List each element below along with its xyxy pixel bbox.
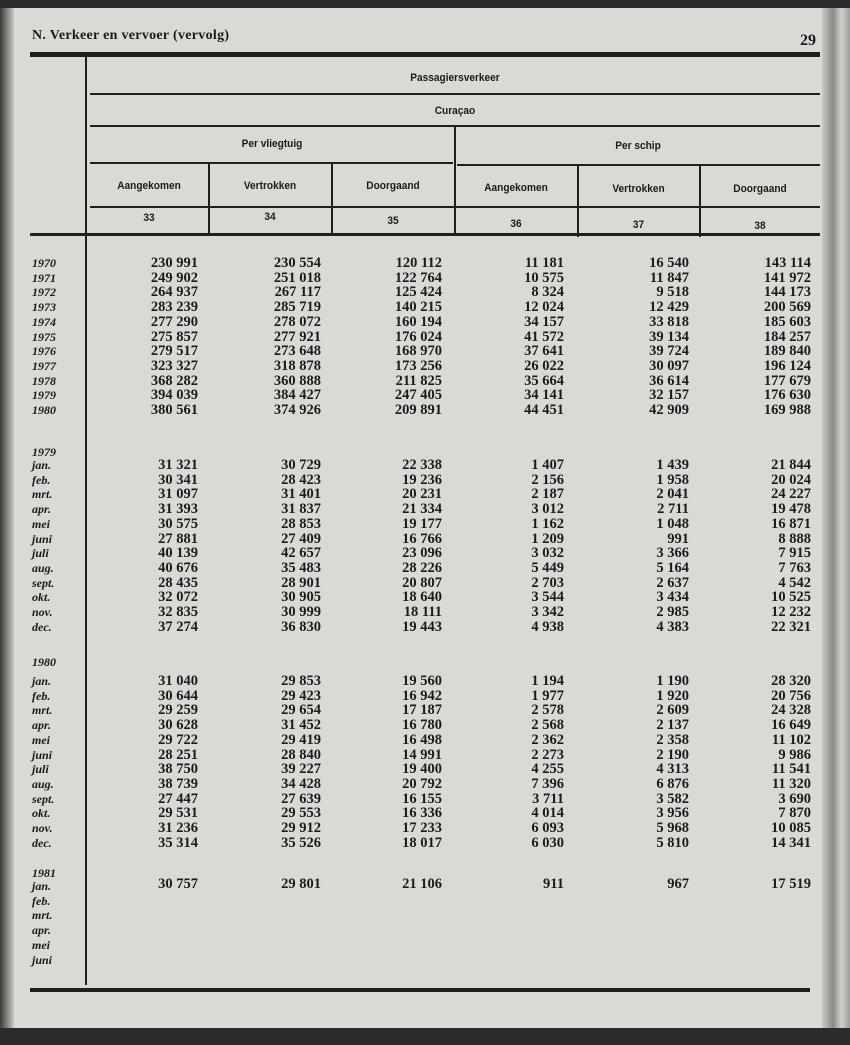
section-year-label: 1980 — [32, 655, 56, 669]
cell-value: 1 162 — [531, 515, 564, 532]
cell-value: 30 905 — [281, 589, 321, 606]
row-label: aug. — [32, 776, 54, 791]
scan-top-border — [0, 0, 850, 8]
cell-value: 28 226 — [402, 559, 442, 576]
row-label: apr. — [32, 923, 52, 938]
cell-value: 39 134 — [649, 328, 689, 345]
cell-value: 3 544 — [531, 589, 564, 606]
cell-value: 4 313 — [656, 761, 689, 778]
cell-value: 273 648 — [273, 343, 321, 360]
cell-value: 8 888 — [778, 530, 811, 547]
cell-value: 19 443 — [402, 618, 442, 635]
cell-value: 264 937 — [150, 284, 198, 301]
cell-value: 12 024 — [524, 299, 564, 316]
column-divider — [208, 163, 210, 235]
cell-value: 31 452 — [281, 717, 321, 734]
cell-value: 143 114 — [764, 255, 811, 271]
cell-value: 29 553 — [281, 805, 321, 822]
cell-value: 35 314 — [158, 834, 198, 851]
cell-value: 16 498 — [402, 731, 442, 748]
cell-value: 3 366 — [656, 545, 689, 562]
row-label: apr. — [32, 718, 52, 733]
cell-value: 21 844 — [771, 457, 811, 473]
cell-value: 7 915 — [778, 545, 811, 562]
column-number: 38 — [754, 220, 766, 232]
cell-value: 30 644 — [158, 687, 198, 704]
row-label: 1980 — [32, 403, 56, 417]
cell-value: 28 901 — [281, 574, 321, 591]
cell-value: 3 582 — [656, 790, 689, 807]
column-number: 33 — [143, 212, 155, 224]
cell-value: 120 112 — [395, 255, 442, 271]
cell-value: 16 780 — [402, 717, 442, 734]
cell-value: 34 141 — [524, 387, 564, 404]
cell-value: 384 427 — [273, 387, 321, 404]
row-label: mrt. — [32, 703, 53, 718]
cell-value: 30 097 — [649, 357, 689, 374]
cell-value: 2 273 — [531, 746, 564, 763]
cell-value: 30 757 — [158, 876, 198, 892]
cell-value: 2 568 — [531, 717, 564, 734]
cell-value: 1 958 — [656, 471, 689, 488]
cell-value: 2 985 — [656, 604, 689, 620]
cell-value: 29 423 — [281, 687, 321, 704]
cell-value: 32 835 — [158, 604, 198, 620]
cell-value: 31 401 — [281, 486, 321, 503]
cell-value: 1 439 — [656, 457, 689, 473]
cell-value: 29 853 — [281, 673, 321, 689]
cell-value: 17 233 — [402, 820, 442, 836]
cell-value: 140 215 — [394, 299, 442, 316]
cell-value: 3 711 — [532, 790, 564, 807]
cell-value: 6 030 — [531, 834, 564, 851]
row-label: 1971 — [32, 270, 56, 285]
row-label: 1978 — [32, 373, 56, 388]
cell-value: 19 236 — [402, 471, 442, 488]
column-header: Doorgaand — [733, 183, 787, 195]
cell-value: 29 419 — [281, 731, 321, 748]
page-right-edge — [822, 0, 850, 1045]
cell-value: 33 818 — [649, 313, 689, 330]
cell-value: 9 518 — [656, 284, 689, 301]
cell-value: 1 209 — [531, 530, 564, 547]
cell-value: 230 991 — [150, 255, 198, 271]
cell-value: 196 124 — [763, 357, 811, 374]
cell-value: 251 018 — [273, 269, 321, 286]
cell-value: 19 177 — [402, 515, 442, 532]
cell-value: 20 807 — [402, 574, 442, 591]
section-year-label: 1979 — [32, 445, 56, 459]
cell-value: 275 857 — [150, 328, 198, 345]
cell-value: 30 999 — [281, 604, 321, 620]
cell-value: 22 338 — [402, 457, 442, 473]
cell-value: 16 942 — [402, 687, 442, 704]
cell-value: 176 630 — [763, 387, 811, 404]
cell-value: 285 719 — [273, 299, 321, 316]
cell-value: 368 282 — [150, 372, 198, 389]
sub-heading: Curaçao — [434, 105, 476, 117]
cell-value: 278 072 — [273, 313, 321, 330]
row-label: 1972 — [32, 285, 56, 300]
column-header: Vertrokken — [612, 183, 665, 195]
cell-value: 42 657 — [281, 545, 321, 562]
cell-value: 189 840 — [763, 343, 811, 360]
section-year-label: 1981 — [32, 866, 56, 880]
header-rule — [90, 93, 820, 95]
cell-value: 32 072 — [158, 589, 198, 606]
cell-value: 29 912 — [281, 820, 321, 836]
cell-value: 177 679 — [763, 372, 811, 389]
cell-value: 6 093 — [531, 820, 564, 836]
cell-value: 185 603 — [763, 313, 811, 330]
cell-value: 160 194 — [394, 313, 442, 330]
cell-value: 8 324 — [531, 284, 564, 301]
cell-value: 16 540 — [649, 255, 689, 271]
cell-value: 35 483 — [281, 559, 321, 576]
row-label: feb. — [32, 893, 51, 908]
cell-value: 12 429 — [649, 299, 689, 316]
row-label: juni — [32, 531, 53, 546]
column-number: 34 — [264, 211, 276, 223]
cell-value: 18 640 — [402, 589, 442, 606]
row-label: 1974 — [32, 314, 56, 329]
cell-value: 184 257 — [763, 328, 811, 345]
cell-value: 19 400 — [402, 761, 442, 778]
cell-value: 1 920 — [656, 687, 689, 704]
page-binding-edge — [0, 0, 14, 1045]
cell-value: 2 190 — [656, 746, 689, 763]
cell-value: 7 763 — [778, 559, 811, 576]
cell-value: 12 232 — [771, 604, 811, 620]
cell-value: 28 423 — [281, 471, 321, 488]
page-number: 29 — [800, 32, 816, 49]
top-rule — [30, 52, 820, 57]
cell-value: 34 157 — [524, 313, 564, 330]
cell-value: 16 766 — [402, 530, 442, 547]
cell-value: 1 407 — [531, 457, 564, 473]
cell-value: 35 526 — [281, 834, 321, 851]
cell-value: 2 358 — [656, 731, 689, 748]
cell-value: 2 578 — [531, 702, 564, 719]
cell-value: 28 320 — [771, 673, 811, 689]
cell-value: 991 — [667, 530, 689, 547]
cell-value: 279 517 — [150, 343, 198, 360]
cell-value: 30 628 — [158, 717, 198, 734]
cell-value: 20 756 — [771, 687, 811, 704]
cell-value: 360 888 — [273, 372, 321, 389]
cell-value: 5 449 — [531, 559, 564, 576]
bottom-rule — [30, 988, 810, 992]
cell-value: 911 — [543, 876, 564, 892]
cell-value: 3 690 — [778, 790, 811, 807]
cell-value: 37 274 — [158, 618, 198, 635]
cell-value: 173 256 — [394, 357, 442, 374]
cell-value: 380 561 — [150, 402, 198, 418]
cell-value: 20 231 — [402, 486, 442, 503]
cell-value: 11 102 — [771, 731, 811, 748]
cell-value: 10 575 — [524, 269, 564, 286]
cell-value: 4 014 — [531, 805, 564, 822]
cell-value: 211 825 — [395, 372, 442, 389]
row-label: 1973 — [32, 300, 56, 315]
row-label: mei — [32, 516, 50, 531]
cell-value: 27 409 — [281, 530, 321, 547]
cell-value: 11 541 — [771, 761, 811, 778]
cell-value: 19 478 — [771, 501, 811, 518]
row-label: dec. — [32, 835, 52, 850]
cell-value: 1 048 — [656, 515, 689, 532]
row-label: 1970 — [32, 256, 56, 270]
cell-value: 17 187 — [402, 702, 442, 719]
cell-value: 35 664 — [524, 372, 564, 389]
row-label: okt. — [32, 806, 51, 821]
column-divider — [577, 165, 579, 237]
row-label: jan. — [32, 458, 52, 472]
cell-value: 247 405 — [394, 387, 442, 404]
cell-value: 31 837 — [281, 501, 321, 518]
column-header: Aangekomen — [484, 182, 548, 194]
cell-value: 3 434 — [656, 589, 689, 606]
cell-value: 11 847 — [649, 269, 689, 286]
cell-value: 277 921 — [273, 328, 321, 345]
cell-value: 23 096 — [402, 545, 442, 562]
header-bottom-rule — [30, 233, 820, 236]
cell-value: 169 988 — [763, 402, 811, 418]
cell-value: 2 711 — [657, 501, 689, 518]
cell-value: 31 321 — [158, 457, 198, 473]
cell-value: 125 424 — [394, 284, 442, 301]
cell-value: 31 097 — [158, 486, 198, 503]
cell-value: 1 977 — [531, 687, 564, 704]
cell-value: 37 641 — [524, 343, 564, 360]
cell-value: 27 447 — [158, 790, 198, 807]
cell-value: 283 239 — [150, 299, 198, 316]
cell-value: 16 871 — [771, 515, 811, 532]
scan-bottom-border — [0, 1028, 850, 1045]
cell-value: 24 227 — [771, 486, 811, 503]
header-rule — [90, 162, 453, 164]
column-number: 35 — [387, 215, 399, 227]
cell-value: 42 909 — [649, 402, 689, 418]
cell-value: 4 938 — [531, 618, 564, 635]
header-rule — [90, 206, 820, 208]
cell-value: 38 739 — [158, 775, 198, 792]
cell-value: 20 024 — [771, 471, 811, 488]
row-label: 1977 — [32, 358, 56, 373]
group-heading-air: Per vliegtuig — [241, 138, 303, 150]
cell-value: 27 881 — [158, 530, 198, 547]
cell-value: 18 017 — [402, 834, 442, 851]
cell-value: 28 251 — [158, 746, 198, 763]
row-label: juli — [32, 546, 49, 561]
top-heading: Passagiersverkeer — [410, 72, 500, 84]
cell-value: 14 341 — [771, 834, 811, 851]
cell-value: 3 032 — [531, 545, 564, 562]
cell-value: 29 259 — [158, 702, 198, 719]
cell-value: 1 190 — [656, 673, 689, 689]
column-divider — [699, 165, 701, 237]
row-label: sept. — [32, 575, 55, 590]
cell-value: 22 321 — [771, 618, 811, 635]
cell-value: 122 764 — [394, 269, 442, 286]
cell-value: 29 722 — [158, 731, 198, 748]
cell-value: 3 956 — [656, 805, 689, 822]
cell-value: 39 227 — [281, 761, 321, 778]
cell-value: 2 156 — [531, 471, 564, 488]
cell-value: 31 236 — [158, 820, 198, 836]
row-label: mrt. — [32, 487, 53, 502]
row-label: apr. — [32, 502, 52, 517]
cell-value: 16 649 — [771, 717, 811, 734]
cell-value: 26 022 — [524, 357, 564, 374]
cell-value: 40 676 — [158, 559, 198, 576]
cell-value: 30 575 — [158, 515, 198, 532]
cell-value: 209 891 — [394, 402, 442, 418]
cell-value: 30 729 — [281, 457, 321, 473]
row-label: 1979 — [32, 388, 56, 403]
column-header: Vertrokken — [243, 180, 297, 192]
cell-value: 34 428 — [281, 775, 321, 792]
cell-value: 4 255 — [531, 761, 564, 778]
cell-value: 230 554 — [273, 255, 321, 271]
row-label: juli — [32, 762, 49, 777]
cell-value: 18 111 — [403, 604, 442, 620]
header-rule — [457, 164, 820, 166]
cell-value: 200 569 — [763, 299, 811, 316]
row-label: 1976 — [32, 344, 56, 359]
cell-value: 17 519 — [771, 876, 811, 892]
cell-value: 21 334 — [402, 501, 442, 518]
cell-value: 14 991 — [402, 746, 442, 763]
row-label: sept. — [32, 791, 55, 806]
cell-value: 44 451 — [524, 402, 564, 418]
cell-value: 3 012 — [531, 501, 564, 518]
row-label: nov. — [32, 605, 53, 619]
cell-value: 267 117 — [274, 284, 321, 301]
row-label: mei — [32, 732, 50, 747]
cell-value: 21 106 — [402, 876, 442, 892]
row-label: nov. — [32, 821, 53, 835]
cell-value: 2 703 — [531, 574, 564, 591]
cell-value: 967 — [667, 876, 689, 892]
cell-value: 9 986 — [778, 746, 811, 763]
cell-value: 36 830 — [281, 618, 321, 635]
row-label: mrt. — [32, 908, 53, 923]
cell-value: 1 194 — [531, 673, 564, 689]
row-label: jan. — [32, 879, 52, 893]
row-label: feb. — [32, 472, 51, 487]
row-label: 1975 — [32, 329, 56, 344]
cell-value: 394 039 — [150, 387, 198, 404]
cell-value: 4 383 — [656, 618, 689, 635]
cell-value: 10 525 — [771, 589, 811, 606]
cell-value: 16 336 — [402, 805, 442, 822]
cell-value: 168 970 — [394, 343, 442, 360]
cell-value: 2 187 — [531, 486, 564, 503]
cell-value: 4 542 — [778, 574, 811, 591]
column-header: Aangekomen — [117, 180, 181, 192]
cell-value: 141 972 — [763, 269, 811, 286]
cell-value: 2 137 — [656, 717, 689, 734]
cell-value: 6 876 — [656, 775, 689, 792]
cell-value: 2 609 — [656, 702, 689, 719]
cell-value: 29 654 — [281, 702, 321, 719]
row-label: feb. — [32, 688, 51, 703]
cell-value: 2 041 — [656, 486, 689, 503]
cell-value: 39 724 — [649, 343, 689, 360]
cell-value: 28 840 — [281, 746, 321, 763]
column-header: Doorgaand — [366, 180, 420, 192]
cell-value: 29 531 — [158, 805, 198, 822]
cell-value: 10 085 — [771, 820, 811, 836]
cell-value: 11 181 — [524, 255, 564, 271]
stub-column-rule — [85, 55, 87, 985]
column-number: 37 — [632, 219, 645, 231]
row-label: okt. — [32, 590, 51, 605]
row-label: juni — [32, 747, 53, 762]
row-label: dec. — [32, 619, 52, 634]
cell-value: 277 290 — [150, 313, 198, 330]
cell-value: 7 870 — [778, 805, 811, 822]
cell-value: 20 792 — [402, 775, 442, 792]
cell-value: 31 040 — [158, 673, 198, 689]
cell-value: 31 393 — [158, 501, 198, 518]
row-label: juni — [32, 952, 53, 967]
cell-value: 16 155 — [402, 790, 442, 807]
cell-value: 318 878 — [273, 357, 321, 374]
cell-value: 5 968 — [656, 820, 689, 836]
group-heading-ship: Per schip — [615, 140, 661, 152]
cell-value: 7 396 — [531, 775, 564, 792]
page-title: N. Verkeer en vervoer (vervolg) — [32, 28, 230, 43]
group-divider — [454, 126, 456, 236]
cell-value: 30 341 — [158, 471, 198, 488]
cell-value: 3 342 — [531, 604, 564, 620]
cell-value: 28 853 — [281, 515, 321, 532]
cell-value: 2 637 — [656, 574, 689, 591]
cell-value: 2 362 — [531, 731, 564, 748]
cell-value: 41 572 — [524, 328, 564, 345]
cell-value: 24 328 — [771, 702, 811, 719]
cell-value: 28 435 — [158, 574, 198, 591]
cell-value: 374 926 — [273, 402, 321, 418]
cell-value: 11 320 — [771, 775, 811, 792]
row-label: jan. — [32, 674, 52, 688]
cell-value: 32 157 — [649, 387, 689, 404]
cell-value: 144 173 — [763, 284, 811, 301]
row-label: aug. — [32, 560, 54, 575]
cell-value: 323 327 — [150, 357, 198, 374]
cell-value: 27 639 — [281, 790, 321, 807]
cell-value: 5 810 — [656, 834, 689, 851]
cell-value: 40 139 — [158, 545, 198, 562]
cell-value: 176 024 — [394, 328, 442, 345]
cell-value: 38 750 — [158, 761, 198, 778]
row-label: mei — [32, 937, 50, 952]
cell-value: 36 614 — [649, 372, 689, 389]
column-number: 36 — [510, 218, 522, 230]
cell-value: 5 164 — [656, 559, 689, 576]
cell-value: 19 560 — [402, 673, 442, 689]
cell-value: 249 902 — [150, 269, 198, 286]
cell-value: 29 801 — [281, 876, 321, 892]
column-divider — [331, 163, 333, 235]
